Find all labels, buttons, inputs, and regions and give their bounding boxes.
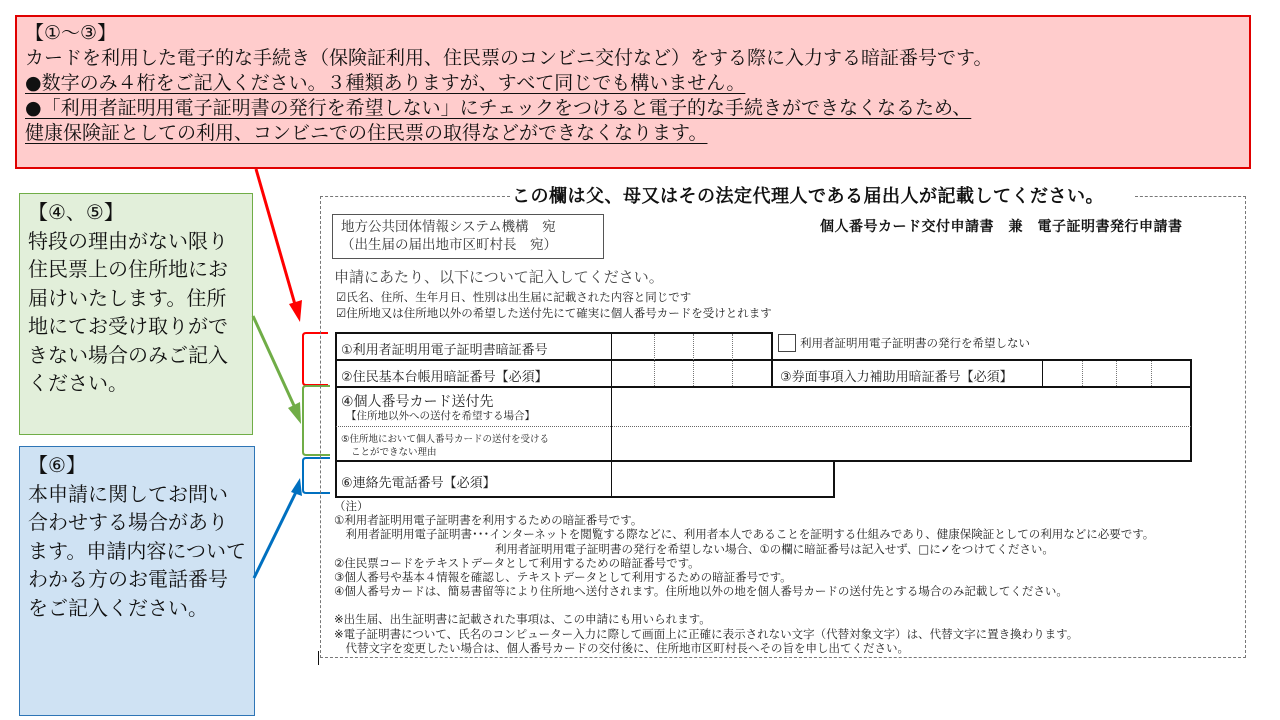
- callout-text: 特段の理由がない限り住民票上の住所地にお届けいたします。住所地にてお受け取りができない場合のみご記入ください。: [28, 228, 228, 395]
- reason-label: ⑤住所地において個人番号カードの送付を受ける: [341, 434, 550, 445]
- note-line: [334, 598, 1154, 612]
- addressee-box: [332, 214, 604, 259]
- text-cursor: [318, 651, 319, 665]
- callout-text: ●「利用者証明用電子証明書の発行を希望しない」にチェックをつけると電子的な手続きができなくなるため、: [25, 97, 972, 119]
- notes: [334, 499, 1154, 655]
- callout-title: 【⑥】: [28, 453, 86, 477]
- delivery-address-input[interactable]: [613, 388, 1190, 426]
- note-line: ④個人番号カードは、簡易書留等により住所地へ送付されます。住所地以外の地を個人番号カードの送付先とする場合のみ記載してください。: [334, 584, 1068, 599]
- callout-text: ●数字のみ４桁をご記入ください。３種類ありますが、すべて同じでも構いません。: [25, 72, 746, 94]
- note-line: ①利用者証明用電子証明書を利用するための暗証番号です。: [334, 513, 643, 528]
- pin1-label: ①利用者証明用電子証明書暗証番号: [341, 343, 548, 358]
- no-cert-label: 利用者証明用電子証明書の発行を希望しない: [800, 336, 1030, 350]
- addressee-line: 地方公共団体情報システム機構 宛: [341, 219, 556, 235]
- note-line: ※電子証明書について、氏名のコンピューター入力に際して画面上に正確に表示されない文字（代替対象文字）は、代替文字に置き換わります。: [334, 626, 1079, 641]
- confirmation-check: ☑住所地又は住所地以外の希望した送付先にて確実に個人番号カードを受けとれます: [336, 306, 772, 320]
- delivery-sublabel: 【住所地以外への送付を希望する場合】: [346, 410, 535, 422]
- no-cert-checkbox[interactable]: [778, 334, 796, 352]
- callout-title: 【④、⑤】: [28, 200, 124, 224]
- reason-label: ことができない理由: [351, 447, 437, 458]
- addressee-line: （出生届の届出地市区町村長 宛）: [341, 237, 557, 253]
- pin2-label: ②住民基本台帳用暗証番号【必須】: [341, 370, 548, 385]
- phone-input[interactable]: [613, 462, 833, 496]
- delivery-reason-input[interactable]: [613, 427, 1190, 460]
- confirmation-check: ☑氏名、住所、生年月日、性別は出生届に記載された内容と同じです: [336, 290, 692, 304]
- document-title: 個人番号カード交付申請書 兼 電子証明書発行申請書: [820, 219, 1183, 235]
- note-line: ②住民票コードをテキストデータとして利用するための暗証番号です。: [334, 555, 700, 570]
- pin2-input[interactable]: [613, 361, 771, 386]
- pin3-input[interactable]: [1044, 361, 1190, 386]
- intro-text: 申請にあたり、以下について記入してください。: [334, 268, 664, 286]
- pin1-input[interactable]: [613, 334, 771, 359]
- note-line: 利用者証明用電子証明書･･･インターネットを閲覧する際などに、利用者本人であることを証明する仕組みであり、健康保険証としての利用などに必要です。: [334, 527, 1155, 542]
- note-line: （注）: [334, 499, 369, 513]
- callout-title: 【①～③】: [25, 22, 117, 44]
- callout-text: 健康保険証としての利用、コンビニでの住民票の取得などができなくなります。: [25, 122, 708, 144]
- note-line: ※出生届、出生証明書に記載された事項は、この申請にも用いられます。: [334, 612, 711, 627]
- note-line: 代替文字を変更したい場合は、個人番号カードの交付後に、住所地市区町村長へその旨を申し出てください。: [334, 640, 909, 655]
- note-line: ③個人番号や基本４情報を確認し、テキストデータとして利用するための暗証番号です。: [334, 570, 792, 585]
- callout-text: 本申請に関してお問い合わせする場合があります。申請内容についてわかる方のお電話番号をご記入ください。: [28, 481, 246, 620]
- frame-title: この欄は父、母又はその法定代理人である届出人が記載してください。: [512, 186, 1104, 207]
- phone-label: ⑥連絡先電話番号【必須】: [341, 476, 496, 491]
- delivery-label: ④個人番号カード送付先: [341, 394, 494, 410]
- note-line: 利用者証明用電子証明書の発行を希望しない場合、①の欄に暗証番号は記入せず、□に✓をつけてください。: [334, 541, 1054, 556]
- callout-text: カードを利用した電子的な手続き（保険証利用、住民票のコンビニ交付など）をする際に入力する暗証番号です。: [25, 47, 993, 69]
- pin3-label: ③券面事項入力補助用暗証番号【必須】: [780, 370, 1013, 385]
